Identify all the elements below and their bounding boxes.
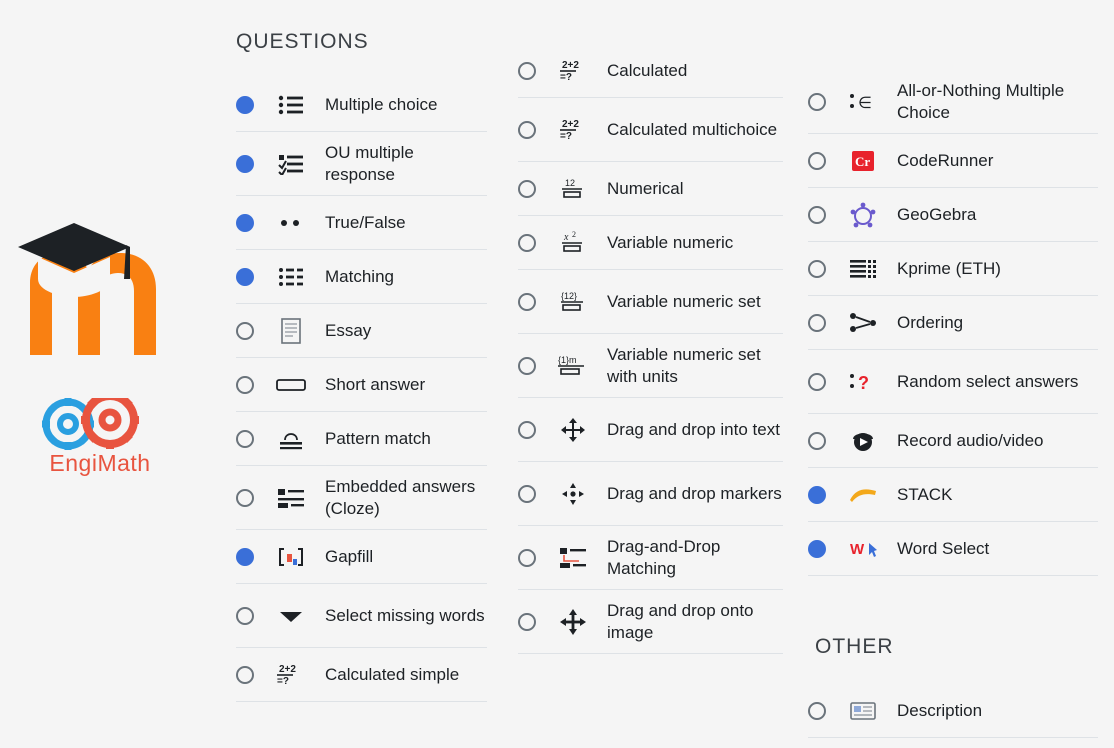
question-type-label: Short answer bbox=[325, 374, 426, 394]
essay-icon bbox=[274, 315, 308, 347]
coderunner-icon bbox=[846, 145, 880, 177]
ordering-icon bbox=[846, 307, 880, 339]
question-type-label: Essay bbox=[325, 320, 372, 340]
radio-drag-drop-onto-image[interactable] bbox=[518, 613, 536, 631]
question-type-label: Description bbox=[897, 700, 983, 720]
question-type-label: Variable numeric bbox=[607, 232, 734, 252]
radio-short-answer[interactable] bbox=[236, 376, 254, 394]
numerical-icon bbox=[556, 173, 590, 205]
radio-select-missing-words[interactable] bbox=[236, 607, 254, 625]
radio-matching[interactable] bbox=[236, 268, 254, 286]
radio-drag-drop-into-text[interactable] bbox=[518, 421, 536, 439]
word-select-icon bbox=[846, 533, 880, 565]
question-type-multiple-choice[interactable] bbox=[236, 78, 487, 132]
question-type-pattern-match[interactable] bbox=[236, 412, 487, 466]
radio-cloze[interactable] bbox=[236, 489, 254, 507]
radio-random-select-answers[interactable] bbox=[808, 373, 826, 391]
question-type-label: Variable numeric set bbox=[607, 291, 761, 311]
question-type-label: Drag-and-Drop Matching bbox=[607, 536, 721, 578]
svg-text:=?: =? bbox=[560, 130, 572, 142]
question-type-random-select-answers[interactable] bbox=[808, 350, 1098, 414]
question-type-matching[interactable] bbox=[236, 250, 487, 304]
radio-record-audio-video[interactable] bbox=[808, 432, 826, 450]
radio-word-select[interactable] bbox=[808, 540, 826, 558]
svg-text:x: x bbox=[564, 231, 569, 243]
question-type-ou-multiple-response[interactable] bbox=[236, 132, 487, 196]
question-type-label: Pattern match bbox=[325, 428, 431, 448]
record-audio-video-icon bbox=[846, 425, 880, 457]
question-type-cloze[interactable] bbox=[236, 466, 487, 530]
other-heading: OTHER bbox=[815, 635, 894, 658]
svg-text:=?: =? bbox=[560, 71, 572, 83]
question-type-label: Variable numeric set with units bbox=[607, 344, 761, 386]
question-type-label: Calculated bbox=[607, 60, 688, 80]
variable-numeric-units-icon bbox=[556, 350, 590, 382]
question-type-label: OU multiple response bbox=[325, 142, 414, 184]
question-type-label: Kprime (ETH) bbox=[897, 258, 1001, 278]
radio-numerical[interactable] bbox=[518, 180, 536, 198]
radio-ordering[interactable] bbox=[808, 314, 826, 332]
random-select-icon bbox=[846, 366, 880, 398]
variable-numeric-set-icon bbox=[556, 286, 590, 318]
radio-drag-drop-matching[interactable] bbox=[518, 549, 536, 567]
radio-variable-numeric-set[interactable] bbox=[518, 293, 536, 311]
question-type-ordering[interactable] bbox=[808, 296, 1098, 350]
select-missing-words-icon bbox=[274, 600, 308, 632]
short-answer-icon bbox=[274, 369, 308, 401]
question-type-word-select[interactable] bbox=[808, 522, 1098, 576]
question-type-label: Calculated multichoice bbox=[607, 119, 778, 139]
multiple-choice-icon bbox=[274, 89, 308, 121]
question-type-label: All-or-Nothing Multiple Choice bbox=[897, 80, 1065, 122]
question-type-label: CodeRunner bbox=[897, 150, 994, 170]
radio-calculated-simple[interactable] bbox=[236, 666, 254, 684]
radio-coderunner[interactable] bbox=[808, 152, 826, 170]
question-type-variable-numeric[interactable] bbox=[518, 216, 783, 270]
questions-heading: QUESTIONS bbox=[236, 30, 369, 53]
question-type-kprime[interactable] bbox=[808, 242, 1098, 296]
question-type-drag-drop-markers[interactable] bbox=[518, 462, 783, 526]
drag-drop-image-icon bbox=[556, 606, 590, 638]
question-type-numerical[interactable] bbox=[518, 162, 783, 216]
question-type-label: STACK bbox=[897, 484, 953, 504]
radio-gapfill[interactable] bbox=[236, 548, 254, 566]
engimath-gears-logo bbox=[30, 398, 170, 480]
question-type-description[interactable] bbox=[808, 684, 1098, 738]
svg-text:{1}m: {1}m bbox=[558, 354, 577, 365]
true-false-icon bbox=[274, 207, 308, 239]
question-type-drag-drop-onto-image[interactable] bbox=[518, 590, 783, 654]
drag-drop-markers-icon bbox=[556, 478, 590, 510]
question-type-all-or-nothing-multiple-choice[interactable] bbox=[808, 70, 1098, 134]
question-type-label: Drag and drop into text bbox=[607, 419, 780, 439]
radio-kprime[interactable] bbox=[808, 260, 826, 278]
calculated-multichoice-icon bbox=[556, 114, 590, 146]
radio-variable-numeric-set-with-units[interactable] bbox=[518, 357, 536, 375]
cloze-icon bbox=[274, 482, 308, 514]
question-type-essay[interactable] bbox=[236, 304, 487, 358]
svg-text:2+2: 2+2 bbox=[279, 663, 296, 675]
question-type-variable-numeric-set-with-units[interactable] bbox=[518, 334, 783, 398]
svg-text:2+2: 2+2 bbox=[562, 118, 579, 130]
question-type-calculated[interactable] bbox=[518, 44, 783, 98]
other-list bbox=[808, 684, 1098, 738]
question-type-geogebra[interactable] bbox=[808, 188, 1098, 242]
radio-description[interactable] bbox=[808, 702, 826, 720]
description-icon bbox=[846, 695, 880, 727]
question-type-true-false[interactable] bbox=[236, 196, 487, 250]
svg-text:=?: =? bbox=[277, 675, 289, 687]
calculated-icon bbox=[556, 55, 590, 87]
question-type-label: Embedded answers (Cloze) bbox=[325, 476, 476, 518]
svg-text:12: 12 bbox=[565, 177, 576, 188]
question-type-label: Drag and drop markers bbox=[607, 483, 782, 503]
kprime-icon bbox=[846, 253, 880, 285]
question-type-label: Calculated simple bbox=[325, 664, 460, 684]
question-type-drag-drop-matching[interactable] bbox=[518, 526, 783, 590]
svg-text:W: W bbox=[850, 540, 865, 558]
radio-ou-multiple-response[interactable] bbox=[236, 155, 254, 173]
svg-text:2+2: 2+2 bbox=[562, 59, 579, 71]
radio-calculated[interactable] bbox=[518, 62, 536, 80]
radio-variable-numeric[interactable] bbox=[518, 234, 536, 252]
svg-text:2: 2 bbox=[572, 230, 576, 239]
question-type-label: Word Select bbox=[897, 538, 990, 558]
svg-text:{12}: {12} bbox=[561, 290, 578, 301]
question-type-stack[interactable] bbox=[808, 468, 1098, 522]
variable-numeric-icon bbox=[556, 227, 590, 259]
question-type-coderunner[interactable] bbox=[808, 134, 1098, 188]
radio-multiple-choice[interactable] bbox=[236, 96, 254, 114]
question-type-label: Numerical bbox=[607, 178, 684, 198]
radio-essay[interactable] bbox=[236, 322, 254, 340]
moodle-m-logo bbox=[8, 205, 198, 365]
question-type-label: Record audio/video bbox=[897, 430, 1044, 450]
branding-column bbox=[0, 0, 215, 748]
question-type-label: Random select answers bbox=[897, 371, 1079, 391]
radio-drag-drop-markers[interactable] bbox=[518, 485, 536, 503]
pattern-match-icon bbox=[274, 423, 308, 455]
geogebra-icon bbox=[846, 199, 880, 231]
radio-calculated-multichoice[interactable] bbox=[518, 121, 536, 139]
all-or-nothing-icon bbox=[846, 86, 880, 118]
question-type-record-audio-video[interactable] bbox=[808, 414, 1098, 468]
question-type-label: Drag and drop onto image bbox=[607, 600, 754, 642]
question-type-select-missing-words[interactable] bbox=[236, 584, 487, 648]
svg-text:?: ? bbox=[858, 372, 869, 393]
question-type-label: Multiple choice bbox=[325, 94, 438, 114]
question-type-label: Gapfill bbox=[325, 546, 374, 566]
question-type-label: Matching bbox=[325, 266, 394, 286]
question-type-label: GeoGebra bbox=[897, 204, 977, 224]
stack-icon bbox=[846, 479, 880, 511]
radio-pattern-match[interactable] bbox=[236, 430, 254, 448]
question-type-drag-drop-into-text[interactable] bbox=[518, 398, 783, 462]
question-type-short-answer[interactable] bbox=[236, 358, 487, 412]
question-type-label: Select missing words bbox=[325, 605, 485, 625]
matching-icon bbox=[274, 261, 308, 293]
question-type-variable-numeric-set[interactable] bbox=[518, 270, 783, 334]
radio-true-false[interactable] bbox=[236, 214, 254, 232]
radio-stack[interactable] bbox=[808, 486, 826, 504]
radio-geogebra[interactable] bbox=[808, 206, 826, 224]
drag-drop-text-icon bbox=[556, 414, 590, 446]
question-type-label: True/False bbox=[325, 212, 406, 232]
gapfill-icon bbox=[274, 541, 308, 573]
radio-all-or-nothing[interactable] bbox=[808, 93, 826, 111]
svg-text:∈: ∈ bbox=[858, 94, 872, 112]
calculated-simple-icon bbox=[274, 659, 308, 691]
question-type-calculated-simple[interactable] bbox=[236, 648, 487, 702]
ou-multiple-response-icon bbox=[274, 148, 308, 180]
engimath-wordmark: EngiMath bbox=[49, 450, 151, 476]
svg-text:Cr: Cr bbox=[855, 153, 871, 169]
question-type-label: Ordering bbox=[897, 312, 964, 332]
question-type-gapfill[interactable] bbox=[236, 530, 487, 584]
drag-drop-matching-icon bbox=[556, 542, 590, 574]
question-type-calculated-multichoice[interactable] bbox=[518, 98, 783, 162]
